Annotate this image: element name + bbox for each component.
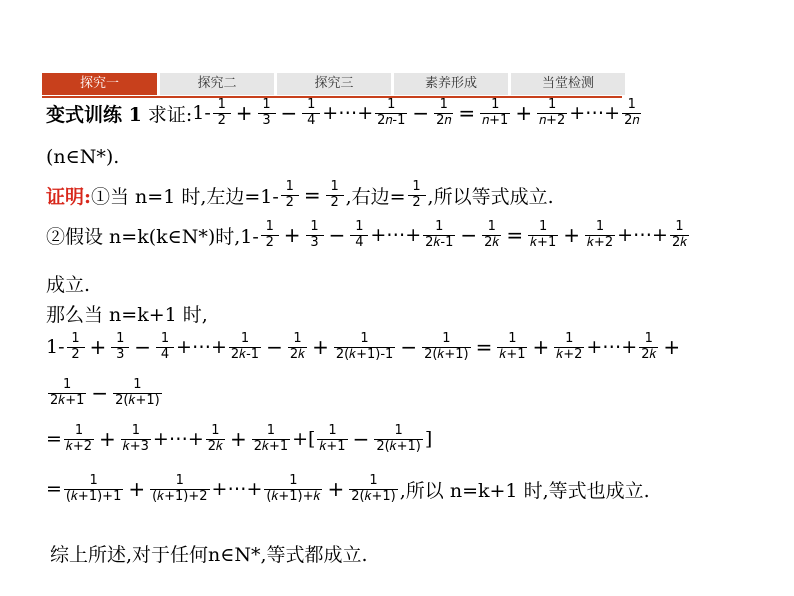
fraction: $\frac{1}{2}$ <box>326 180 344 211</box>
proof-label: 证明: <box>46 185 92 208</box>
then-text: 那么当 n=k+1 时, <box>46 304 208 326</box>
established-text: 成立. <box>46 274 91 296</box>
proof-step-2: ②假设 n=k(k∈N*)时,1- $\frac{1}{2}$ + $\frac{1}{3}$ − $\frac{1}{4}$ +⋯+ $\frac{1}{\text{2𝑘-1}}$ − $\frac{1}{\text{2𝑘}}$ = $\frac{1}{\text{𝑘+1}}$ + $\frac{1}{\text{𝑘+2}}$ +⋯+ $\frac{1}{\text{2𝑘}}$ <box>46 219 688 250</box>
problem-label: 变式训练 1 <box>46 103 142 126</box>
fraction: $\frac{1}{\text{𝑛+1}}$ <box>482 97 509 128</box>
fraction: $\frac{1}{\text{2𝑛}}$ <box>436 97 452 128</box>
fraction: $\frac{1}{\text{2𝑛}}$ <box>624 97 640 128</box>
conclusion: 综上所述,对于任何n∈N*,等式都成立. <box>50 544 368 566</box>
problem-condition: (n∈N*). <box>46 146 120 168</box>
fraction: $\frac{1}{\text{𝑛+2}}$ <box>539 97 566 128</box>
proof-sum-line-cont: $\frac{1}{\text{2𝑘+1}}$ − $\frac{1}{\text{2(𝑘+1)}}$ <box>50 377 160 408</box>
problem-prompt: 求证: <box>147 103 193 126</box>
fraction: $\frac{1}{2}$ <box>281 180 299 211</box>
tab-explore-1[interactable]: 探究一 <box>42 73 157 95</box>
tab-explore-2[interactable]: 探究二 <box>160 73 274 95</box>
tab-literacy[interactable]: 素养形成 <box>394 73 508 95</box>
fraction: $\frac{1}{2}$ <box>213 98 231 129</box>
ellipsis: +⋯+ <box>322 102 374 125</box>
problem-line-1: 变式训练 1 求证: 1- $\frac{1}{2}$ + $\frac{1}{3}$ − $\frac{1}{4}$ +⋯+ $\frac{1}{\text{2𝑛-1}}$ − $\frac{1}{\text{2𝑛}}$ = $\frac{1}{\text{𝑛+1}}$ + $\frac{1}{\text{𝑛+2}}$ +⋯+ $\frac{1}{\text{2𝑛}}$ <box>46 97 640 128</box>
tab-explore-3[interactable]: 探究三 <box>277 73 391 95</box>
proof-final-line: = $\frac{1}{\text{(𝑘+1)+1}}$ + $\frac{1}{\text{(𝑘+1)+2}}$ +⋯+ $\frac{1}{\text{(𝑘+1)+𝑘}}$ + $\frac{1}{\text{2(𝑘+1)}}$ ,所以 n=k+1 时,等式也成立. <box>46 473 650 504</box>
fraction: $\frac{1}{3}$ <box>258 98 276 129</box>
section-tabs <box>42 73 625 95</box>
fraction: $\frac{1}{2}$ <box>408 180 426 211</box>
fraction: $\frac{1}{\text{2𝑛-1}}$ <box>377 97 406 128</box>
tab-check[interactable]: 当堂检测 <box>511 73 625 95</box>
fraction: $\frac{1}{4}$ <box>302 98 320 129</box>
proof-step-1: 证明: ①当 n=1 时,左边=1- $\frac{1}{2}$ = $\frac{1}{2}$ ,右边= $\frac{1}{2}$ ,所以等式成立. <box>46 179 554 210</box>
lhs-one: 1- <box>192 102 211 125</box>
proof-sum-line: 1- $\frac{1}{2}$ + $\frac{1}{3}$ − $\frac{1}{4}$ +⋯+ $\frac{1}{\text{2𝑘-1}}$ − $\frac{1}{\text{2𝑘}}$ + $\frac{1}{\text{2(𝑘+1)-1}}$ − $\frac{1}{\text{2(𝑘+1)}}$ = $\frac{1}{\text{𝑘+1}}$ + $\frac{1}{\text{𝑘+2}}$ +⋯+ $\frac{1}{\text{2𝑘}}$ + <box>46 331 681 362</box>
proof-equals-line: = $\frac{1}{\text{𝑘+2}}$ + $\frac{1}{\text{𝑘+3}}$ +⋯+ $\frac{1}{\text{2𝑘}}$ + $\frac{1}{\text{2𝑘+1}}$ +[ $\frac{1}{\text{𝑘+1}}$ − $\frac{1}{\text{2(𝑘+1)}}$ ] <box>46 423 433 454</box>
